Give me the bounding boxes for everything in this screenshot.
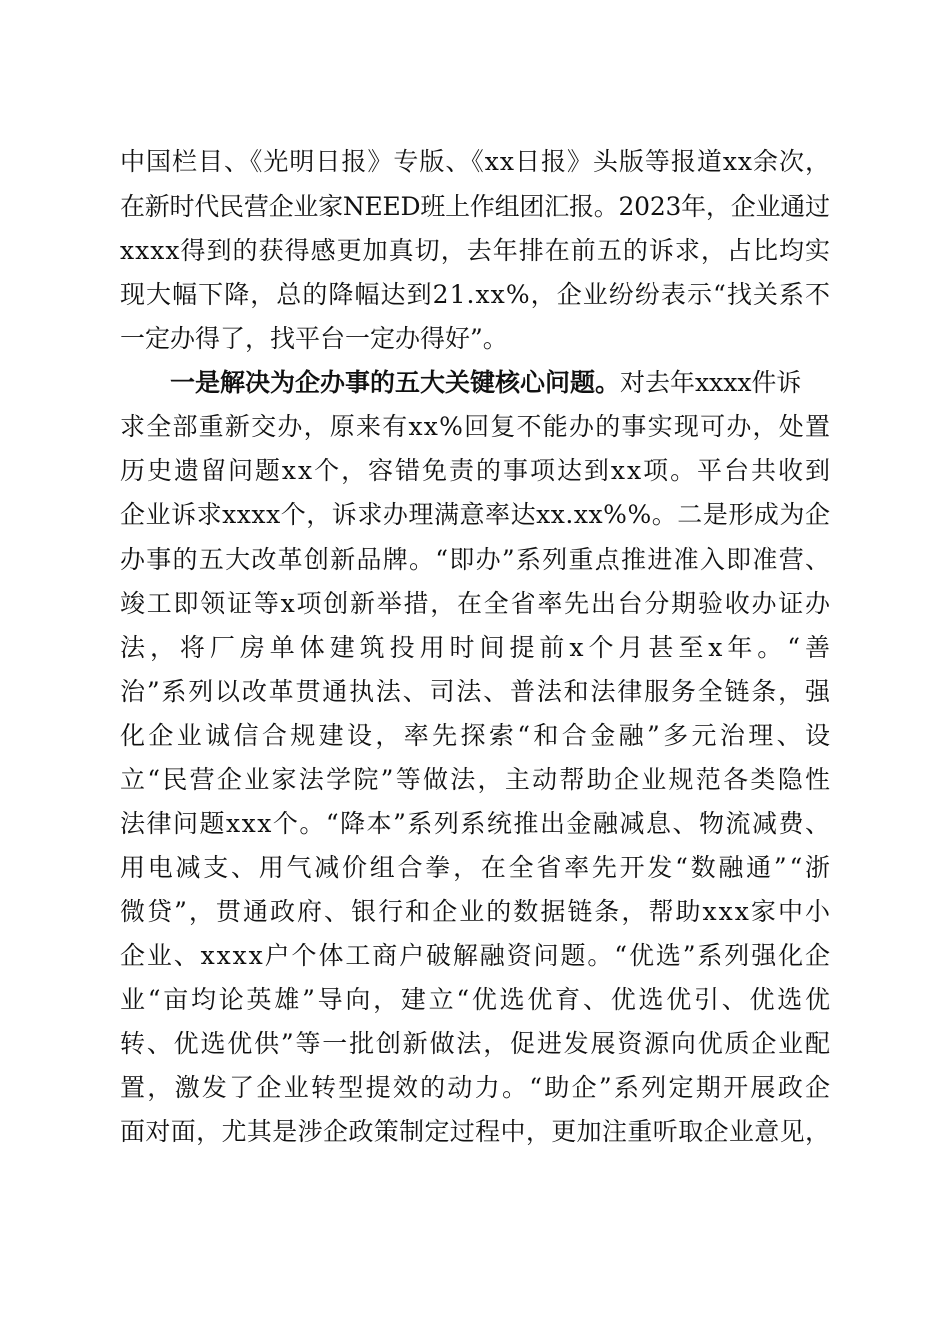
text-line: 现大幅下降，总的降幅达到21.xx%，企业纷纷表示“找关系不 — [120, 280, 832, 309]
text-line: 办事的五大改革创新品牌。“即办”系列重点推进准入即准营、 — [120, 545, 832, 574]
text-line: 微贷”，贯通政府、银行和企业的数据链条，帮助xxx家中小 — [120, 897, 833, 926]
text-line: 企业、xxxx户个体工商户破解融资问题。“优选”系列强化企 — [120, 941, 832, 970]
text-line: 中国栏目、《光明日报》专版、《xx日报》头版等报道xx余次， — [120, 147, 831, 176]
paragraph-heading: 一是解决为企办事的五大关键核心问题。 — [170, 368, 621, 397]
text-line: 法律问题xxx个。“降本”系列系统推出金融减息、物流减费、 — [120, 809, 832, 838]
text-line: 治”系列以改革贯通执法、司法、普法和法律服务全链条，强 — [120, 677, 832, 706]
text-line-continuation: 对去年xxxx件诉 — [620, 368, 802, 397]
text-line: 历史遗留问题xx个，容错免责的事项达到xx项。平台共收到 — [120, 456, 832, 485]
text-line: 立“民营企业家法学院”等做法，主动帮助企业规范各类隐性 — [120, 765, 833, 794]
text-line: 在新时代民营企业家NEED班上作组团汇报。2023年，企业通过 — [120, 192, 830, 221]
text-line: 竣工即领证等x项创新举措，在全省率先出台分期验收办证办 — [120, 589, 832, 618]
text-line: 化企业诚信合规建设，率先探索“和合金融”多元治理、设 — [120, 721, 834, 750]
text-line: 一定办得了，找平台一定办得好”。 — [120, 324, 508, 353]
text-line: 业“亩均论英雄”导向，建立“优选优育、优选优引、优选优 — [120, 985, 833, 1014]
text-line: 法，将厂房单体建筑投用时间提前x个月甚至x年。“善 — [120, 633, 835, 662]
text-line: xxxx得到的获得感更加真切，去年排在前五的诉求，占比均实 — [120, 236, 832, 265]
text-line: 置，激发了企业转型提效的动力。“助企”系列定期开展政企 — [120, 1073, 833, 1102]
text-line: 企业诉求xxxx个，诉求办理满意率达xx.xx%%。二是形成为企 — [120, 500, 831, 529]
text-line: 面对面，尤其是涉企政策制定过程中，更加注重听取企业意见， — [120, 1117, 831, 1146]
text-line: 转、优选优供”等一批创新做法，促进发展资源向优质企业配 — [120, 1029, 832, 1058]
text-line: 求全部重新交办，原来有xx%回复不能办的事实现可办，处置 — [120, 412, 832, 441]
paragraph-first-line — [0, 361, 950, 405]
text-line: 用电减支、用气减价组合拳，在全省率先开发“数融通”“浙 — [120, 853, 833, 882]
